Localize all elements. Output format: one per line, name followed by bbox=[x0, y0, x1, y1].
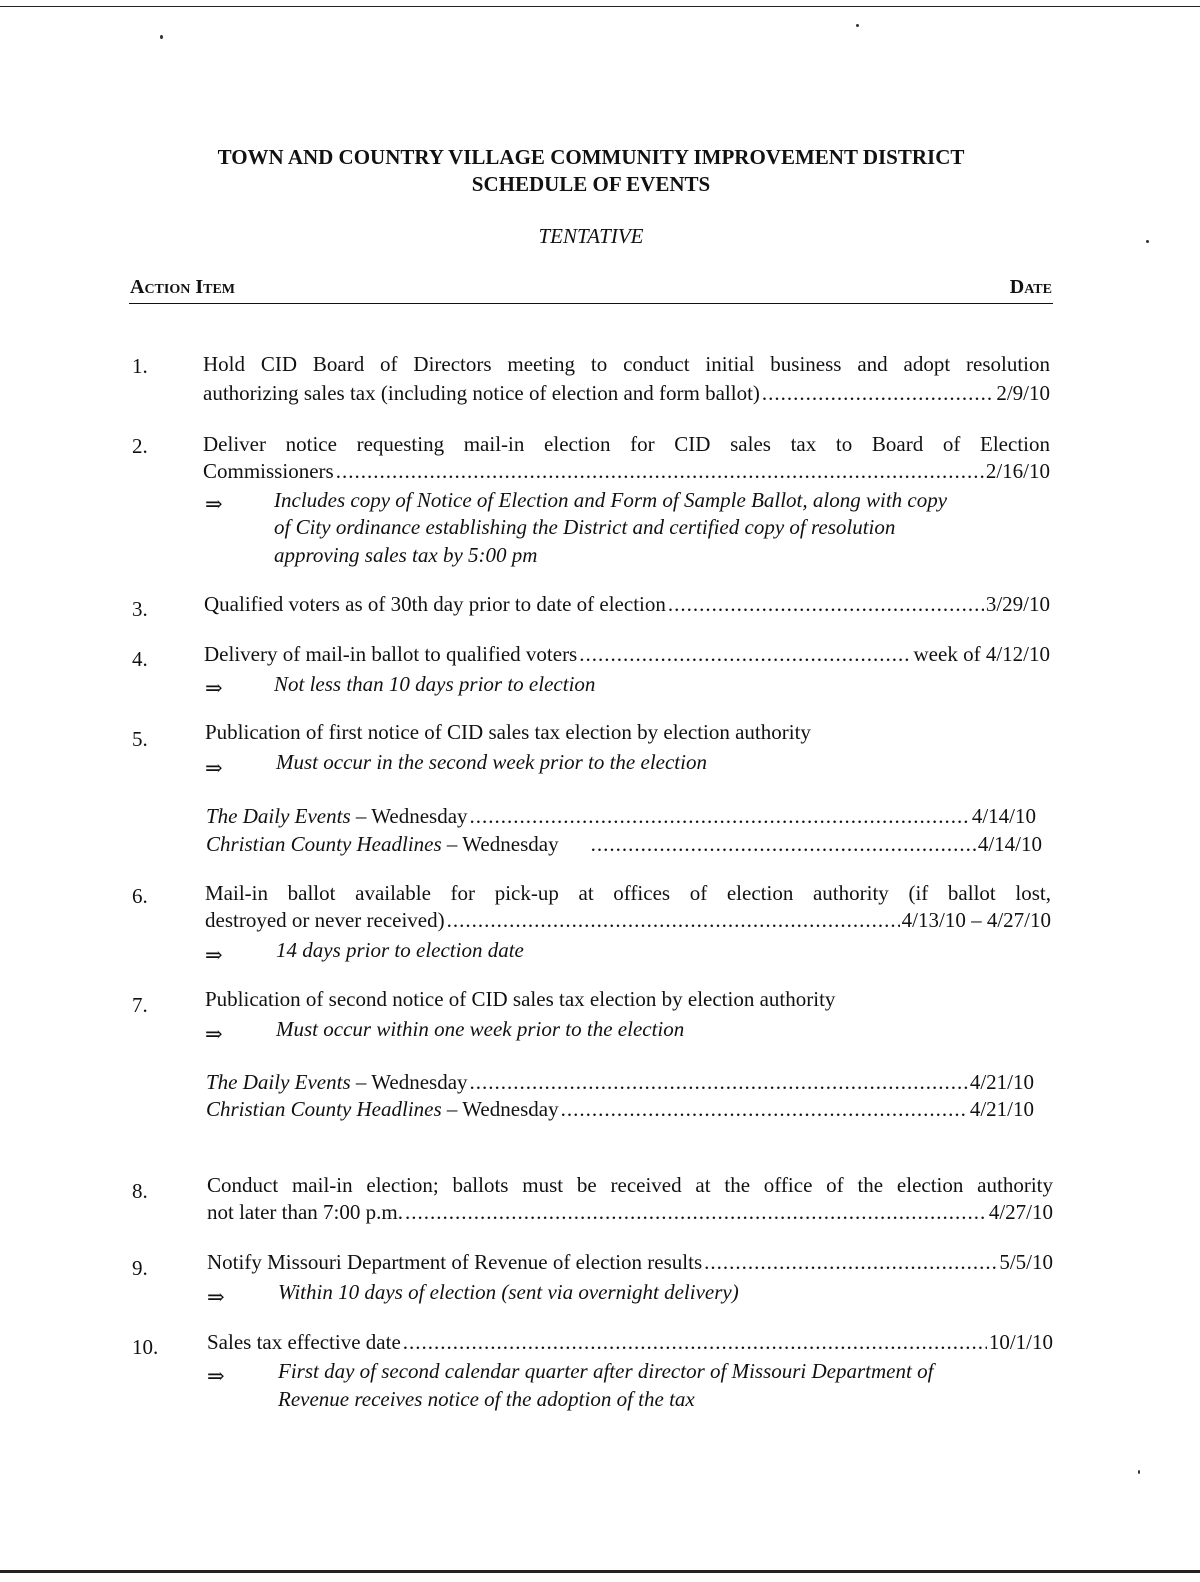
item-note: approving sales tax by 5:00 pm bbox=[274, 543, 538, 567]
publication-row bbox=[206, 1068, 1034, 1096]
item-date: 5/5/10 bbox=[999, 1250, 1053, 1274]
item-text-leader bbox=[207, 1198, 1053, 1226]
publication-row bbox=[206, 830, 1042, 858]
item-note: Must occur within one week prior to the election bbox=[276, 1017, 685, 1041]
arrow-icon: ⇒ bbox=[205, 943, 223, 967]
item-number: 5. bbox=[132, 727, 148, 751]
item-text-leader bbox=[207, 1328, 1053, 1356]
item-note: Within 10 days of election (sent via overnight delivery) bbox=[278, 1280, 739, 1304]
item-note: 14 days prior to election date bbox=[276, 938, 524, 962]
leader-dots bbox=[470, 1068, 968, 1096]
scan-speck bbox=[160, 35, 163, 39]
scan-speck bbox=[1138, 1470, 1140, 1474]
item-number: 2. bbox=[132, 434, 148, 458]
status-label: TENTATIVE bbox=[538, 224, 644, 248]
publication-day: – Wednesday bbox=[355, 1070, 468, 1094]
item-date: 2/16/10 bbox=[985, 459, 1050, 483]
item-text: Delivery of mail-in ballot to qualified voters bbox=[204, 642, 578, 666]
item-text: authorizing sales tax (including notice of election and form ballot) bbox=[203, 381, 760, 405]
item-text-leader bbox=[204, 590, 1050, 618]
publication-date: 4/21/10 bbox=[969, 1070, 1034, 1094]
leader-dots bbox=[668, 590, 984, 618]
item-text: Hold CID Board of Directors meeting to conduct initial business and adopt resolution bbox=[203, 352, 1050, 376]
item-text: Notify Missouri Department of Revenue of election results bbox=[207, 1250, 703, 1274]
arrow-icon: ⇒ bbox=[207, 1285, 225, 1309]
publication-date: 4/14/10 bbox=[971, 804, 1036, 828]
item-date: 2/9/10 bbox=[996, 381, 1050, 405]
item-date: 3/29/10 bbox=[985, 592, 1050, 616]
item-text: Publication of second notice of CID sales tax election by election authority bbox=[205, 987, 836, 1011]
arrow-icon: ⇒ bbox=[205, 756, 223, 780]
publication-name: Christian County Headlines bbox=[206, 832, 442, 856]
item-text: Commissioners bbox=[203, 459, 334, 483]
publication-row bbox=[206, 802, 1036, 830]
item-note: Must occur in the second week prior to the election bbox=[276, 750, 707, 774]
item-text: Mail-in ballot available for pick-up at offices of election authority (if ballot lost, bbox=[205, 881, 1051, 905]
column-header-action-item: Action Item bbox=[130, 276, 236, 298]
arrow-icon: ⇒ bbox=[205, 1022, 223, 1046]
leader-dots bbox=[704, 1248, 997, 1276]
leader-dots bbox=[403, 1328, 987, 1356]
item-text-leader bbox=[207, 1248, 1053, 1276]
item-date: 4/27/10 bbox=[988, 1200, 1053, 1224]
item-date: 4/13/10 – 4/27/10 bbox=[901, 908, 1051, 932]
item-text: destroyed or never received) bbox=[205, 908, 445, 932]
item-note: Not less than 10 days prior to election bbox=[274, 672, 596, 696]
leader-dots bbox=[579, 640, 911, 668]
item-text-leader bbox=[204, 640, 1050, 668]
leader-dots bbox=[561, 1095, 968, 1123]
item-number: 6. bbox=[132, 884, 148, 908]
item-text: Deliver notice requesting mail-in election for CID sales tax to Board of Election bbox=[203, 432, 1050, 456]
column-header-date: Date bbox=[1009, 276, 1052, 298]
item-date: week of 4/12/10 bbox=[913, 642, 1050, 666]
arrow-icon: ⇒ bbox=[205, 676, 223, 700]
publication-name: The Daily Events bbox=[206, 804, 351, 828]
publication-row bbox=[206, 1095, 1034, 1123]
item-number: 1. bbox=[132, 354, 148, 378]
top-border-rule bbox=[0, 6, 1200, 7]
item-date: 10/1/10 bbox=[988, 1330, 1053, 1354]
leader-dots bbox=[470, 802, 970, 830]
publication-day: – Wednesday bbox=[446, 1097, 559, 1121]
item-text-leader bbox=[205, 906, 1051, 934]
document-title: TOWN AND COUNTRY VILLAGE COMMUNITY IMPROVEMENT DISTRICT bbox=[217, 145, 965, 169]
item-note: Includes copy of Notice of Election and Form of Sample Ballot, along with copy bbox=[274, 488, 948, 512]
item-text-leader bbox=[203, 379, 1050, 407]
arrow-icon: ⇒ bbox=[207, 1364, 225, 1388]
leader-dots bbox=[336, 457, 984, 485]
item-number: 3. bbox=[132, 597, 148, 621]
publication-day: – Wednesday bbox=[355, 804, 468, 828]
bottom-border-rule bbox=[0, 1570, 1200, 1573]
leader-dots bbox=[591, 830, 976, 858]
item-number: 7. bbox=[132, 993, 148, 1017]
item-number: 8. bbox=[132, 1179, 148, 1203]
item-note: Revenue receives notice of the adoption of the tax bbox=[278, 1387, 695, 1411]
item-text: not later than 7:00 p.m. bbox=[207, 1200, 403, 1224]
item-note: of City ordinance establishing the District and certified copy of resolution bbox=[274, 515, 896, 539]
item-text: Publication of first notice of CID sales tax election by election authority bbox=[205, 720, 811, 744]
leader-dots bbox=[405, 1198, 987, 1226]
publication-date: 4/21/10 bbox=[969, 1097, 1034, 1121]
leader-dots bbox=[447, 906, 900, 934]
item-text-leader bbox=[203, 457, 1050, 485]
publication-day: – Wednesday bbox=[446, 832, 559, 856]
item-text: Sales tax effective date bbox=[207, 1330, 401, 1354]
scan-speck bbox=[856, 24, 859, 27]
item-number: 9. bbox=[132, 1256, 148, 1280]
header-divider bbox=[129, 303, 1053, 304]
item-text: Qualified voters as of 30th day prior to date of election bbox=[204, 592, 666, 616]
arrow-icon: ⇒ bbox=[205, 492, 223, 516]
scan-speck bbox=[1146, 240, 1149, 243]
item-number: 4. bbox=[132, 647, 148, 671]
item-text: Conduct mail-in election; ballots must be received at the office of the election authority bbox=[207, 1173, 1053, 1197]
publication-date: 4/14/10 bbox=[977, 832, 1042, 856]
publication-name: Christian County Headlines bbox=[206, 1097, 442, 1121]
publication-name: The Daily Events bbox=[206, 1070, 351, 1094]
item-number: 10. bbox=[132, 1335, 159, 1359]
document-subtitle: SCHEDULE OF EVENTS bbox=[471, 172, 711, 196]
leader-dots bbox=[762, 379, 994, 407]
item-note: First day of second calendar quarter after director of Missouri Department of bbox=[278, 1359, 934, 1383]
